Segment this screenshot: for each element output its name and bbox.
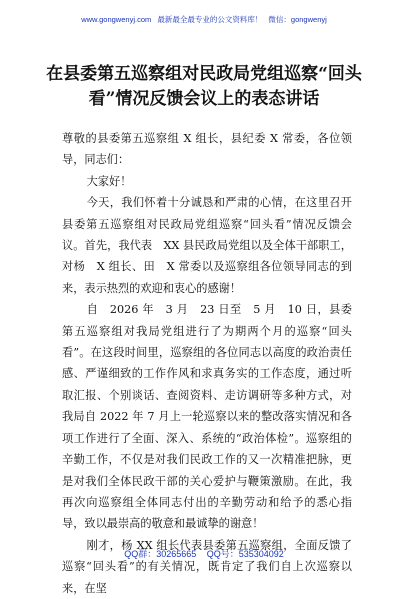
paragraph-3: 刚才，杨 XX 组长代表县委第五巡察组，全面反馈了巡察“回头看”的有关情况，既肯定了我们自上次巡察以来，在坚 xyxy=(62,538,352,595)
qq-number: QQ号：535304092 xyxy=(206,549,284,559)
site-slogan: 最新最全最专业的公文资料库！ xyxy=(157,15,263,24)
paragraph-1: 今天，我们怀着十分诚恳和严肃的心情，在这里召开县委第五巡察组对民政局党组巡察“回头看”情况反馈会议。首先，我代表 XX 县民政局党组以及全体干部职工，对杨 X 组长、田 X 常委以及巡察组各位领导同志的到来，表示热烈的欢迎和衷心的感谢！ xyxy=(62,196,352,295)
document-title: 在县委第五巡察组对民政局党组巡察“回头看”情况反馈会议上的表态讲话 xyxy=(46,64,362,109)
greeting: 大家好！ xyxy=(86,174,132,188)
page-header xyxy=(0,14,408,25)
qq-group: QQ群：30265665 xyxy=(124,549,197,559)
paragraph-2: 自 2026 年 3 月 23 日至 5 月 10 日，县委第五巡察组对我局党组进行了为期两个月的巡察“回头看”。在这段时间里，巡察组的各位同志以高度的政治责任感、严谨细致的工作作风和求真务实的工作态度，通过听取汇报、个别谈话、查阅资料、走访调研等多种方式，对我局自 2022 年 7 月上一轮巡察以来的整改落实情况和各项工作进行了全面、深入、系统的“政治体检”。巡察组的辛勤工作，不仅是对我们民政工作的又一次精准把脉，更是对我们全体民政干部的关心爱护与鞭策激励。在此，我再次向巡察组全体同志付出的辛勤劳动和给予的悉心指导，致以最崇高的敬意和最诚挚的谢意！ xyxy=(62,303,352,531)
site-url[interactable]: www.gongwenyj.com xyxy=(81,15,152,24)
salutation: 尊敬的县委第五巡察组 X 组长，县纪委 X 常委，各位领导，同志们： xyxy=(62,132,352,167)
wechat-id: 微信：gongwenyj xyxy=(268,15,327,24)
document-body xyxy=(62,128,352,599)
page-footer xyxy=(0,547,408,560)
